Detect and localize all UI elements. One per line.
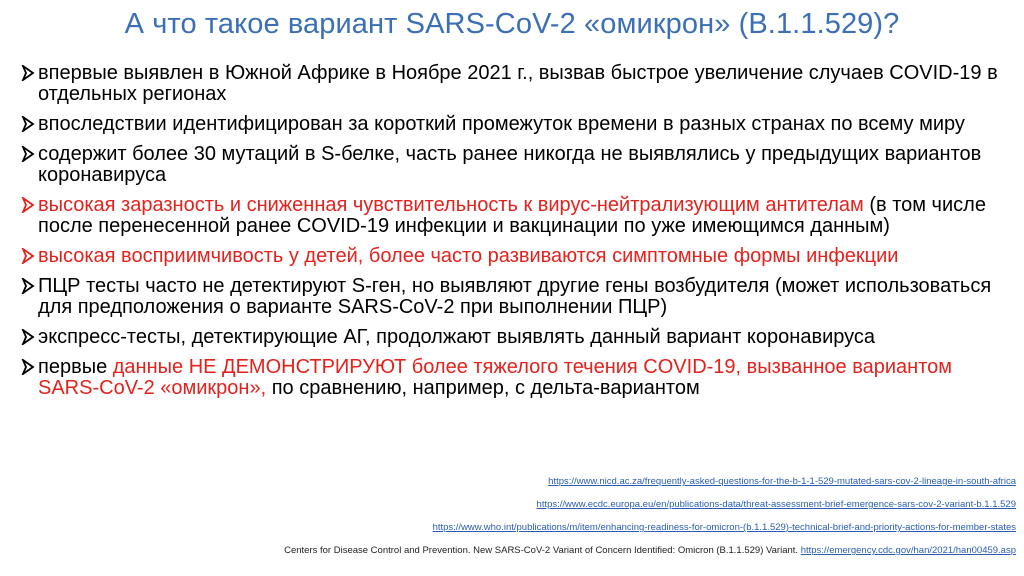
arrow-bullet-icon (21, 197, 35, 213)
bullet-item (21, 63, 1011, 105)
arrow-bullet-icon (21, 359, 35, 375)
bullet-item (21, 114, 1011, 135)
arrow-bullet-icon (21, 65, 35, 81)
bullet-emphasis: данные НЕ ДЕМОНСТРИРУЮТ более тяжелого течения COVID-19, вызванное вариантом SARS-CoV-2 «омикрон», (38, 356, 953, 399)
slide-title: А что такое вариант SARS-CoV-2 «омикрон» (B.1.1.529)? (124, 8, 900, 40)
reference-link-ecdc[interactable]: https://www.ecdc.europa.eu/en/publications-data/threat-assessment-brief-emergence-sars-cov-2-variant-b.1.1.529 (536, 499, 1016, 510)
reference-link-nicd[interactable]: https://www.nicd.ac.za/frequently-asked-questions-for-the-b-1-1-529-mutated-sars-cov-2-lineage-in-south-africa (548, 476, 1016, 487)
reference-cdc (284, 545, 1016, 557)
bullet-text: содержит более 30 мутаций в S-белке, часть ранее никогда не выявлялись у предыдущих вариантов коронавируса (38, 143, 982, 186)
bullet-item (21, 144, 1011, 186)
arrow-bullet-icon (21, 329, 35, 345)
bullet-item (21, 195, 1011, 237)
bullet-text: ПЦР тесты часто не детектируют S-ген, но выявляют другие гены возбудителя (может использоваться для предположения о варианте SARS-CoV-2 при выполнении ПЦР) (38, 275, 992, 318)
arrow-bullet-icon (21, 278, 35, 294)
bullet-text: (в том числе после перенесенной ранее COVID-19 инфекции и вакцинации по уже имеющимся данным) (38, 194, 986, 237)
bullet-text: первые (38, 356, 113, 378)
bullet-text: впоследствии идентифицирован за короткий промежуток времени в разных странах по всему миру (38, 113, 965, 135)
arrow-bullet-icon (21, 146, 35, 162)
reference-link-cdc[interactable]: https://emergency.cdc.gov/han/2021/han00459.asp (800, 545, 1016, 556)
bullet-text: впервые выявлен в Южной Африке в Ноябре 2021 г., вызвав быстрое увеличение случаев COVID-19 в отдельных регионах (38, 62, 998, 105)
reference-link-who[interactable]: https://www.who.int/publications/m/item/enhancing-readiness-for-omicron-(b.1.1.529)-technical-brief-and-priority-actions-for-member-states (432, 522, 1016, 533)
bullet-list (21, 63, 1011, 408)
bullet-item (21, 357, 1011, 399)
arrow-bullet-icon (21, 116, 35, 132)
bullet-text: экспресс-тесты, детектирующие АГ, продолжают выявлять данный вариант коронавируса (38, 326, 876, 348)
arrow-bullet-icon (21, 248, 35, 264)
reference-cdc-text: Centers for Disease Control and Prevention. New SARS-CoV-2 Variant of Concern Identified: Omicron (B.1.1.529) Variant. (284, 545, 801, 556)
bullet-emphasis: высокая заразность и сниженная чувствительность к вирус-нейтрализующим антителам (38, 194, 864, 216)
bullet-item (21, 246, 1011, 267)
bullet-text: по сравнению, например, с дельта-вариантом (266, 377, 700, 399)
references (284, 476, 1016, 557)
bullet-item (21, 327, 1011, 348)
bullet-item (21, 276, 1011, 318)
bullet-emphasis: высокая восприимчивость у детей, более часто развиваются симптомные формы инфекции (38, 245, 899, 267)
